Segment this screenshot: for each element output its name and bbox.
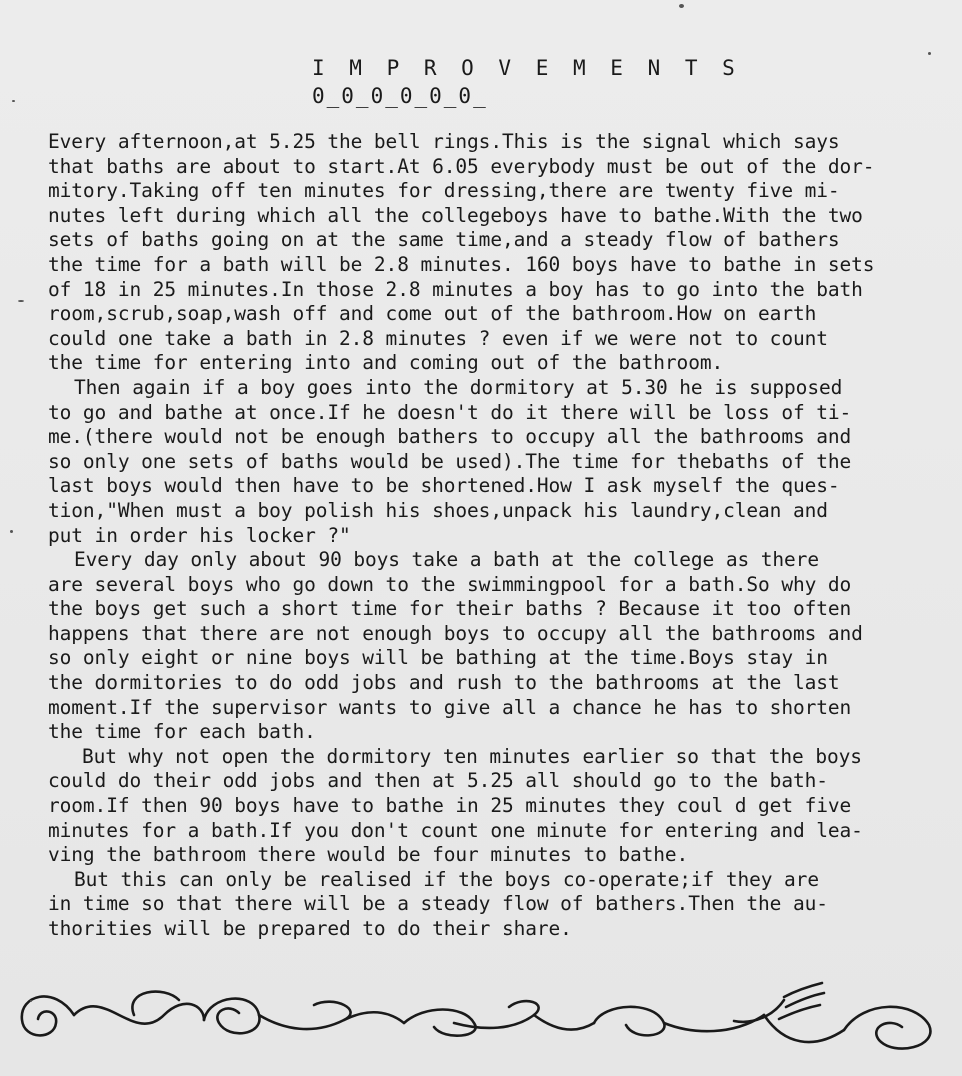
ink-speck [18,300,24,302]
title-underline: 0_0_0_0_0_0_ [312,84,488,108]
text-line: could do their odd jobs and then at 5.25 all should go to the bath- [48,769,828,793]
article-body [48,130,948,942]
text-line: Then again if a boy goes into the dormitory at 5.30 he is supposed [74,375,843,399]
text-line: sets of baths going on at the same time,and a steady flow of bathers [48,228,840,252]
text-line: minutes for a bath.If you don't count one minute for entering and lea- [48,818,863,842]
text-line: the time for a bath will be 2.8 minutes. 160 boys have to bathe in sets [48,252,875,276]
text-line: the time for entering into and coming out of the bathroom. [48,351,724,375]
scroll-ornament [14,975,948,1065]
ink-speck [679,4,684,8]
text-line: happens that there are not enough boys to occupy all the bathrooms and [48,621,863,645]
text-line: But why not open the dormitory ten minutes earlier so that the boys [82,744,862,768]
text-line: ving the bathroom there would be four minutes to bathe. [48,843,689,867]
text-line: are several boys who go down to the swimmingpool for a bath.So why do [48,572,852,596]
text-line: moment.If the supervisor wants to give all a chance he has to shorten [48,695,852,719]
text-line: put in order his locker ?" [48,523,351,547]
ink-speck [12,100,15,102]
text-line: the boys get such a short time for their baths ? Because it too often [48,597,852,621]
page-title: I M P R O V E M E N T S [312,56,741,80]
text-line: so only one sets of baths would be used).The time for thebaths of the [48,449,852,473]
text-line: tion,"When must a boy polish his shoes,unpack his laundry,clean and [48,498,828,522]
ink-speck [928,52,931,55]
text-line: to go and bathe at once.If he doesn't do it there will be loss of ti- [48,400,852,424]
ink-speck [10,530,13,533]
text-line: room.If then 90 boys have to bathe in 25 minutes they coul d get five [48,794,852,818]
text-line: last boys would then have to be shortened.How I ask myself the ques- [48,474,840,498]
text-line: Every afternoon,at 5.25 the bell rings.This is the signal which says [48,130,840,153]
text-line: in time so that there will be a steady flow of bathers.Then the au- [48,892,828,916]
text-line: me.(there would not be enough bathers to occupy all the bathrooms and [48,425,852,449]
text-line: could one take a bath in 2.8 minutes ? even if we were not to count [48,326,828,350]
text-line: But this can only be realised if the boys co-operate;if they are [74,867,819,891]
text-line: mitory.Taking off ten minutes for dressing,there are twenty five mi- [48,179,840,203]
text-line: thorities will be prepared to do their share. [48,917,572,940]
text-line: so only eight or nine boys will be bathing at the time.Boys stay in [48,646,828,670]
text-line: of 18 in 25 minutes.In those 2.8 minutes a boy has to go into the bath [48,277,863,301]
text-line: the dormitories to do odd jobs and rush to the bathrooms at the last [48,671,840,695]
text-line: room,scrub,soap,wash off and come out of the bathroom.How on earth [48,302,817,326]
text-line: the time for each bath. [48,720,316,744]
text-line: that baths are about to start.At 6.05 everybody must be out of the dor- [48,154,875,178]
text-line: nutes left during which all the collegeboys have to bathe.With the two [48,203,863,227]
ink-speck [30,1000,32,1002]
text-line: Every day only about 90 boys take a bath at the college as there [74,548,819,572]
